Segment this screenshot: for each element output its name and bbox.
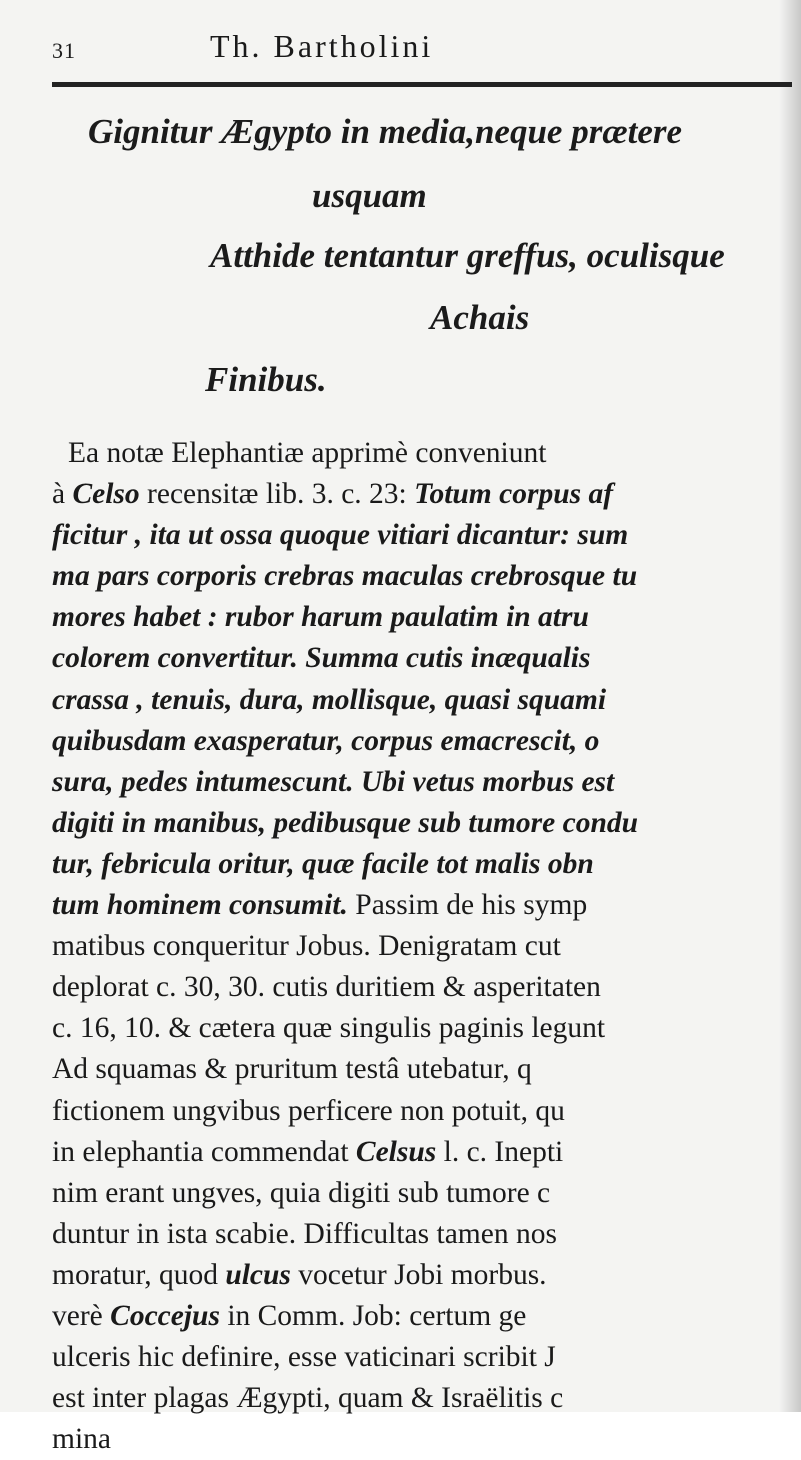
italic-text-segment: Coccejus	[110, 1299, 220, 1332]
prose-line	[52, 1173, 794, 1214]
italic-text-segment: tum hominem consumit.	[52, 889, 348, 922]
text-segment: matibus conqueritur Jobus. Denigratam cut	[52, 930, 561, 963]
prose-line	[52, 556, 794, 597]
running-head: Th. Bartholini	[210, 28, 434, 64]
italic-text-segment: ulcus	[225, 1258, 291, 1291]
italic-text-segment: Totum corpus af	[414, 478, 614, 511]
italic-text-segment: crassa , tenuis, dura, mollisque, quasi squami	[52, 683, 607, 716]
prose-line	[52, 638, 794, 679]
text-segment: c. 16, 10. & cætera quæ singulis paginis legunt	[52, 1012, 606, 1045]
prose-line	[52, 762, 794, 803]
text-segment: Ad squamas & pruritum testâ utebatur, q	[52, 1053, 532, 1086]
prose-line	[52, 885, 794, 926]
verse-line: Gignitur Ægypto in media,neque prætere	[88, 112, 683, 151]
prose-line	[52, 721, 794, 762]
prose-line	[52, 1008, 794, 1049]
italic-text-segment: mores habet : rubor harum paulatim in atru	[52, 601, 589, 634]
prose-line	[52, 926, 794, 967]
header-rule	[52, 82, 792, 87]
prose-line	[52, 1132, 794, 1173]
text-segment: verè	[52, 1299, 111, 1332]
prose-line	[52, 1091, 794, 1132]
text-segment: moratur, quod	[52, 1258, 226, 1291]
verse-line: Atthide tentantur greffus, oculisque	[210, 236, 725, 275]
text-segment: ulceris hic definire, esse vaticinari scribit J	[52, 1341, 556, 1374]
text-segment: in Comm. Job: certum ge	[219, 1299, 527, 1332]
verse-line: Finibus.	[205, 360, 327, 399]
prose-line	[52, 1378, 794, 1419]
italic-text-segment: ma pars corporis crebras maculas crebrosque tu	[52, 560, 638, 593]
prose-line	[52, 1214, 794, 1255]
prose-paragraph	[52, 433, 794, 1460]
prose-line	[52, 967, 794, 1008]
italic-text-segment: Celso	[72, 478, 140, 511]
prose-line	[52, 803, 794, 844]
prose-line	[52, 597, 794, 638]
text-segment: mina	[52, 1423, 111, 1456]
prose-line	[52, 1337, 794, 1378]
italic-text-segment: ficitur , ita ut ossa quoque vitiari dicantur: sum	[52, 519, 629, 552]
text-segment: duntur in ista scabie. Difficultas tamen nos	[52, 1217, 557, 1250]
text-segment: nim erant ungves, quia digiti sub tumore c	[52, 1176, 551, 1209]
prose-line	[52, 474, 794, 515]
prose-line	[52, 680, 794, 721]
text-segment: à	[52, 478, 73, 511]
italic-text-segment: quibusdam exasperatur, corpus emacrescit, o	[52, 724, 600, 757]
prose-line	[52, 1296, 794, 1337]
italic-text-segment: tur, febricula oritur, quæ facile tot malis obn	[52, 847, 594, 880]
text-segment: Passim de his symp	[347, 889, 588, 922]
page-number: 31	[52, 38, 76, 63]
text-segment: in elephantia commendat	[52, 1135, 356, 1168]
prose-line	[52, 844, 794, 885]
text-segment: est inter plagas Ægypti, quam & Israëlitis c	[52, 1382, 564, 1415]
text-segment: vocetur Jobi morbus.	[290, 1258, 547, 1291]
prose-line	[52, 515, 794, 556]
verse-line: usquam	[312, 176, 427, 215]
prose-line	[52, 1049, 794, 1090]
text-segment: recensitæ lib. 3. c. 23:	[139, 478, 415, 511]
prose-line	[52, 433, 794, 474]
prose-line	[52, 1419, 794, 1460]
italic-text-segment: digiti in manibus, pedibusque sub tumore condu	[52, 806, 639, 839]
prose-line	[52, 1255, 794, 1296]
text-segment: fictionem ungvibus perficere non potuit, qu	[52, 1094, 565, 1127]
text-segment: l. c. Inepti	[436, 1135, 564, 1168]
verse-line: Achais	[430, 298, 530, 337]
text-segment: deplorat c. 30, 30. cutis duritiem & asperitaten	[52, 971, 601, 1004]
italic-text-segment: sura, pedes intumescunt. Ubi vetus morbus est	[52, 765, 615, 798]
text-segment: Ea notæ Elephantiæ apprimè conveniunt	[68, 437, 547, 469]
italic-text-segment: colorem convertitur. Summa cutis inæqualis	[52, 642, 591, 675]
italic-text-segment: Celsus	[355, 1135, 437, 1168]
